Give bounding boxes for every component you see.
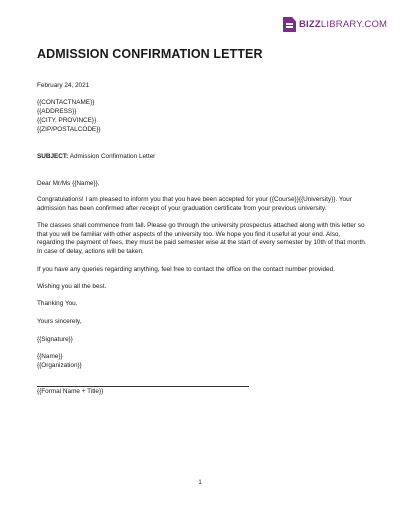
brand-name [299, 19, 387, 30]
salutation: Dear Mr/Ms {{Name}}, [37, 180, 100, 187]
address-line-city: {{CITY, PROVINCE}} [37, 117, 97, 124]
paragraph-queries: If you have any queries regarding anything, feel free to contact the office on the contact number provided. [37, 266, 335, 273]
address-line-zip: {{ZIP/POSTALCODE}} [37, 126, 101, 133]
formal-name-placeholder: {{Formal Name + Title}} [37, 388, 104, 395]
brand-name-part1: BIZZ [299, 19, 321, 30]
brand-logo [283, 17, 387, 32]
document-title: ADMISSION CONFIRMATION LETTER [37, 47, 263, 61]
address-line-street: {{ADDRESS}} [37, 108, 77, 115]
subject-label: SUBJECT: [37, 153, 69, 160]
signature-rule [37, 386, 249, 387]
paragraph-classes: The classes shall commence from fall. Please go through the university prospectus attached along with this letter so that you will be familiar with other aspects of the university too. We hope you find it useful at your end. Also, regarding the payment of fees, they must be paid semester wise at the start of every semester by 10th of that month. In case of delay, actions will be taken. [37, 222, 367, 255]
signature-placeholder: {{Signature}} [37, 336, 73, 343]
page-number: 1 [198, 480, 202, 486]
brand-name-part2: LIBRARY.COM [320, 19, 388, 30]
name-placeholder: {{Name}} [37, 353, 63, 360]
paragraph-congratulations: Congratulations! I am pleased to inform you that you have been accepted for your {{Course}}{{University}}. Your admission has been confirmed after receipt of your graduation certificate from your previous university. [37, 196, 352, 212]
wishing-line: Wishing you all the best. [37, 283, 107, 290]
letter-date: February 24, 2021 [37, 82, 90, 89]
thanking-line: Thanking You. [37, 300, 78, 307]
organization-placeholder: {{Organization}} [37, 362, 82, 369]
closing-line: Yours sincerely, [37, 318, 82, 325]
subject-line [37, 153, 155, 162]
subject-text: Admission Confirmation Letter [69, 153, 156, 160]
address-line-contact: {{CONTACTNAME}} [37, 99, 95, 106]
document-icon [283, 17, 296, 32]
